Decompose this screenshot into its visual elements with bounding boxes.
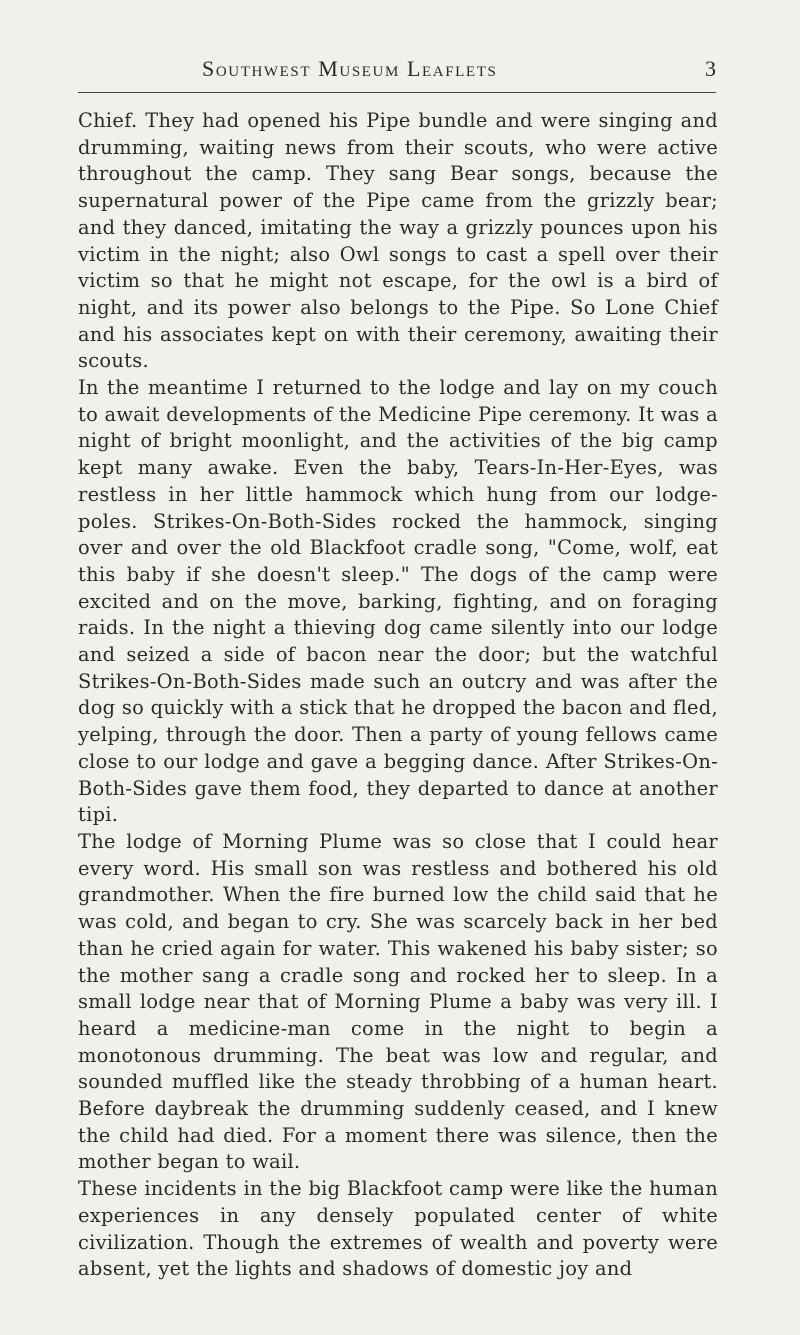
paragraph-1: Chief. They had opened his Pipe bundle and were singing and drumming, waiting news from their scouts, who were active throughout the camp. They sang Bear songs, because the supernatural power of the Pipe came from the grizzly bear; and they danced, imitating the way a grizzly pounces upon his victim in the night; also Owl songs to cast a spell over their victim so that he might not escape, for the owl is a bird of night, and its power also belongs to the Pipe. So Lone Chief and his associates kept on with their ceremony, awaiting their scouts. (78, 109, 718, 373)
running-head (82, 56, 716, 86)
header-rule (78, 92, 716, 93)
page-number: 3 (705, 56, 716, 81)
paragraph-2: In the meantime I returned to the lodge and lay on my couch to await developments of the Medicine Pipe ceremony. It was a night of bright moonlight, and the activities of the big camp kept many awake. Even the baby, Tears-In-Her-Eyes, was restless in her little hammock which hung from our lodge-poles. Strikes-On-Both-Sides rocked the hammock, singing over and over the old Blackfoot cradle song, "Come, wolf, eat this baby if she doesn't sleep." The dogs of the camp were excited and on the move, barking, fighting, and on foraging raids. In the night a thieving dog came silently into our lodge and seized a side of bacon near the door; but the watchful Strikes-On-Both-Sides made such an outcry and was after the dog so quickly with a stick that he dropped the bacon and fled, yelping, through the door. Then a party of young fellows came close to our lodge and gave a begging dance. After Strikes-On-Both-Sides gave them food, they departed to dance at another tipi. (78, 376, 718, 827)
paragraph-3: The lodge of Morning Plume was so close that I could hear every word. His small son was restless and bothered his old grandmother. When the fire burned low the child said that he was cold, and began to cry. She was scarcely back in her bed than he cried again for water. This wakened his baby sister; so the mother sang a cradle song and rocked her to sleep. In a small lodge near that of Morning Plume a baby was very ill. I heard a medicine-man come in the night to begin a monotonous drumming. The beat was low and regular, and sounded muffled like the steady throbbing of a human heart. Before daybreak the drumming suddenly ceased, and I knew the child had died. For a moment there was silence, then the mother began to wail. (78, 829, 718, 1174)
paragraph-4: These incidents in the big Blackfoot camp were like the human experiences in any densely populated center of white civilization. Though the extremes of wealth and poverty were absent, yet the lights and shadows of domestic joy and (78, 1177, 718, 1281)
body-text (78, 108, 718, 1283)
running-head-title: Southwest Museum Leaflets (202, 56, 498, 81)
